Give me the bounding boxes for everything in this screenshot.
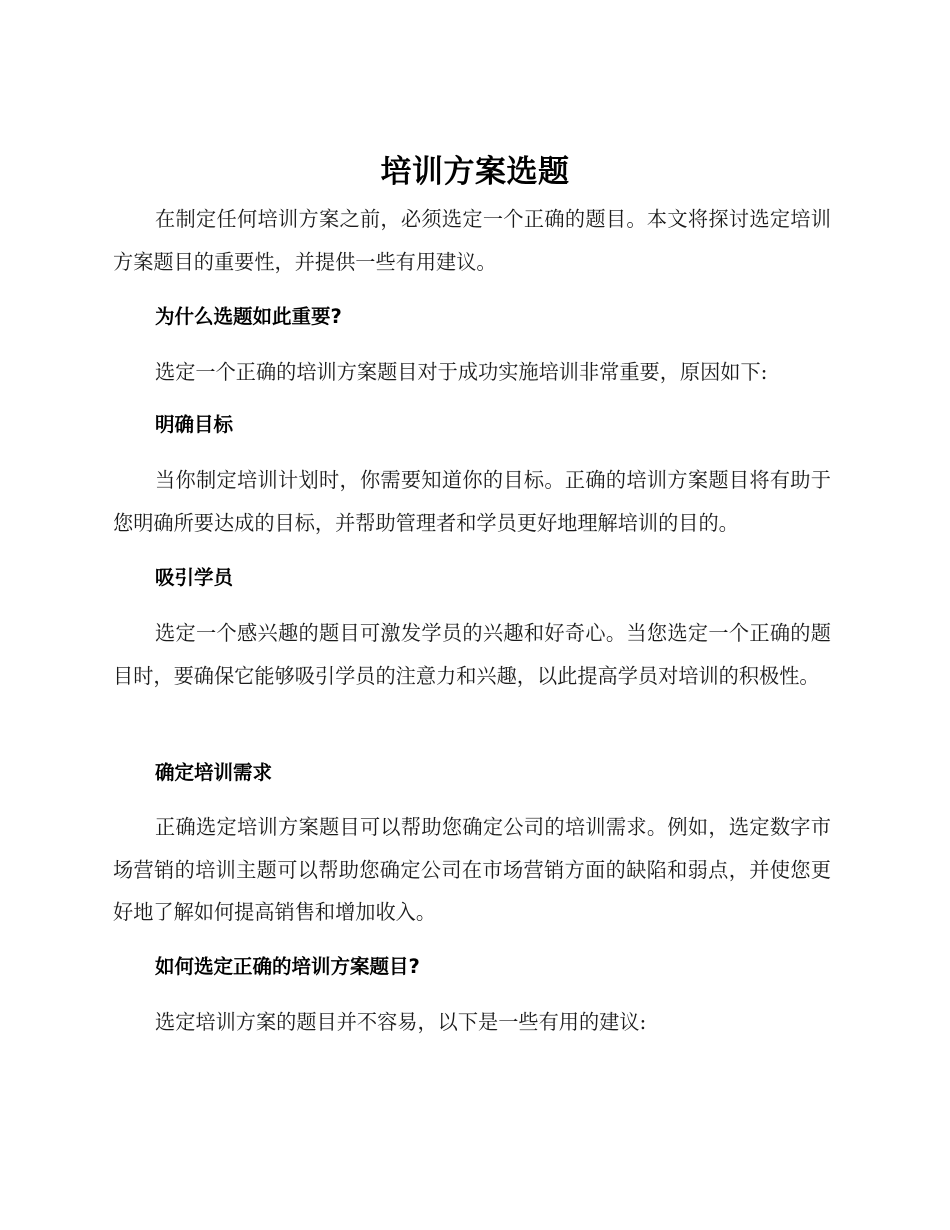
subheading-attract: 吸引学员 (155, 566, 234, 589)
paragraph-needs: 正确选定培训方案题目可以帮助您确定公司的培训需求。例如，选定数字市场营销的培训主题可以帮助您确定公司在市场营销方面的缺陷和弱点，并使您更好地了解如何提高销售和增加收入。 (113, 815, 831, 924)
section-heading-why: 为什么选题如此重要? (155, 305, 342, 328)
section-paragraph-why: 选定一个正确的培训方案题目对于成功实施培训非常重要，原因如下: (155, 360, 768, 384)
section-paragraph-how: 选定培训方案的题目并不容易，以下是一些有用的建议: (155, 1010, 647, 1034)
paragraph-attract: 选定一个感兴趣的题目可激发学员的兴趣和好奇心。当您选定一个正确的题目时，要确保它能够吸引学员的注意力和兴趣，以此提高学员对培训的积极性。 (113, 621, 831, 688)
document-title: 培训方案选题 (380, 154, 570, 190)
paragraph-goal: 当你制定培训计划时，你需要知道你的目标。正确的培训方案题目将有助于您明确所要达成的目标，并帮助管理者和学员更好地理解培训的目的。 (113, 468, 831, 535)
subheading-needs: 确定培训需求 (155, 761, 273, 784)
intro-paragraph: 在制定任何培训方案之前，必须选定一个正确的题目。本文将探讨选定培训方案题目的重要性，并提供一些有用建议。 (113, 207, 831, 274)
subheading-goal: 明确目标 (155, 413, 234, 436)
section-heading-how: 如何选定正确的培训方案题目? (155, 955, 420, 978)
